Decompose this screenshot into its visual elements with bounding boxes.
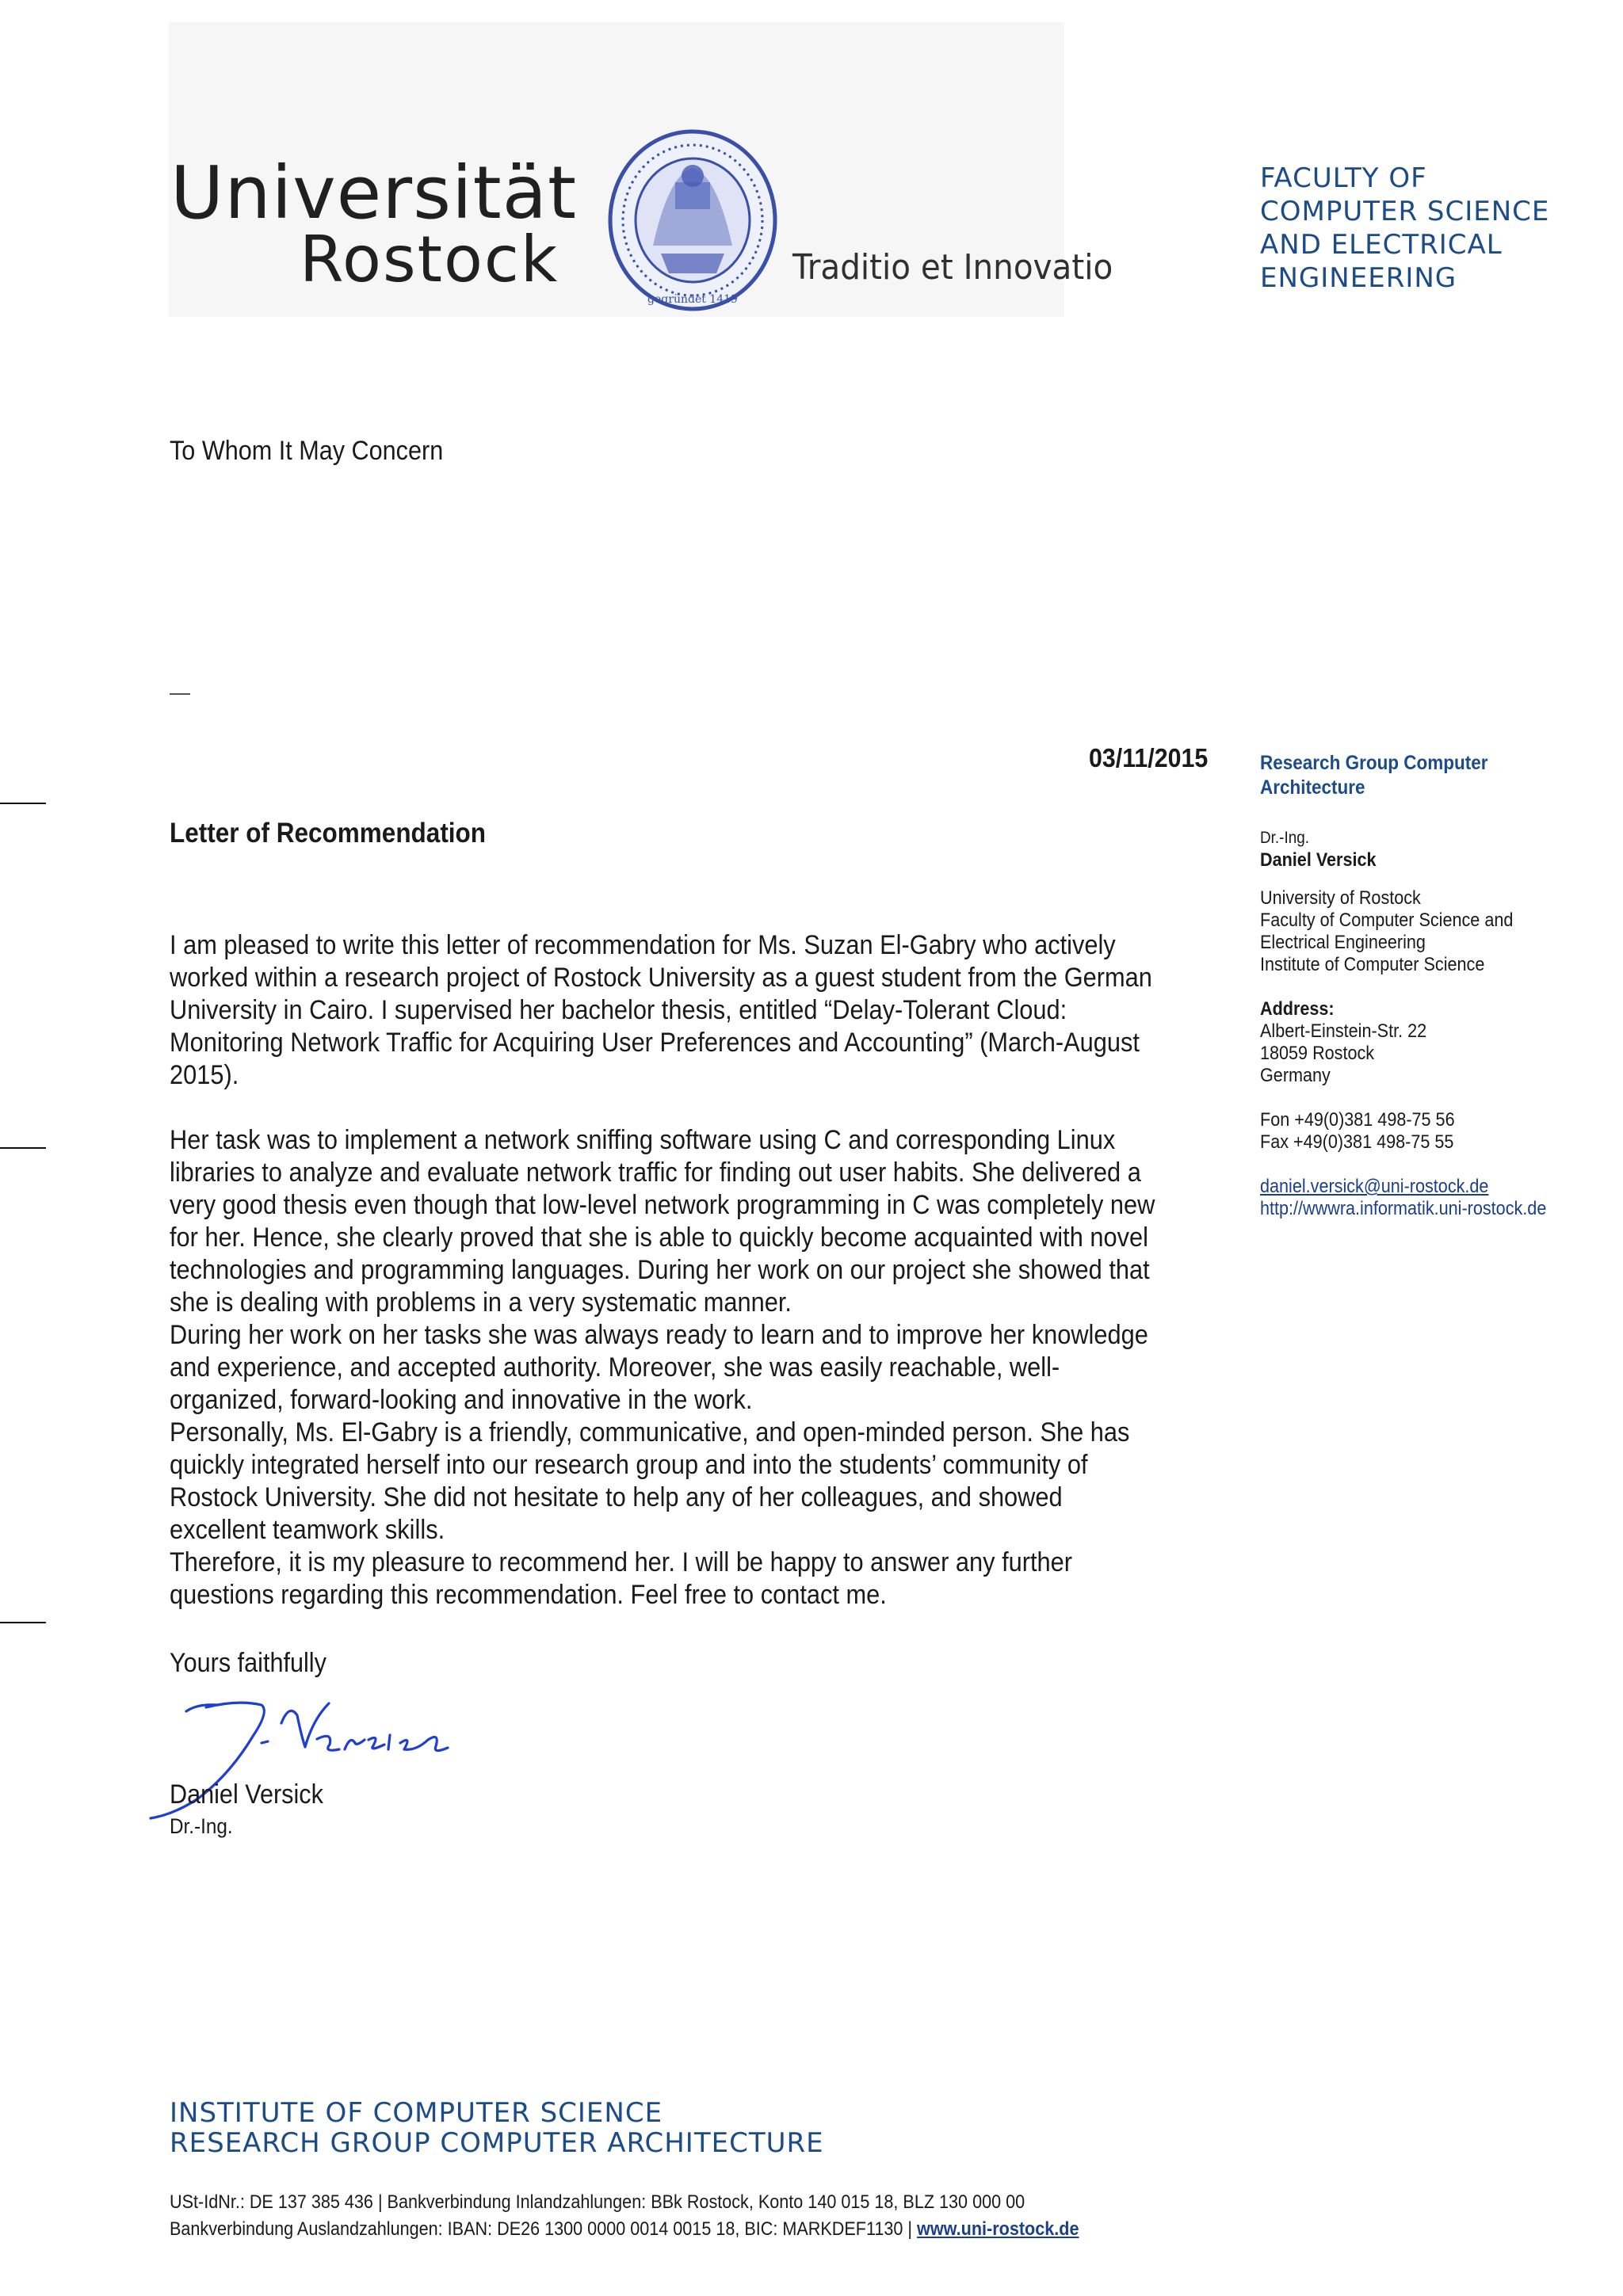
sidebar-address-label: Address: xyxy=(1260,998,1335,1020)
footer-bank-line: USt-IdNr.: DE 137 385 436 | Bankverbindung Inlandzahlungen: BBk Rostock, Konto 140 015 18, BLZ 130 000 00 xyxy=(170,2191,1025,2213)
sidebar-address-line: 18059 Rostock xyxy=(1260,1043,1375,1064)
salutation: To Whom It May Concern xyxy=(170,436,444,466)
university-seal-icon xyxy=(605,127,780,317)
sidebar-org-line: Faculty of Computer Science and xyxy=(1260,910,1514,931)
sidebar-title: Dr.-Ing. xyxy=(1260,829,1309,847)
fold-mark xyxy=(0,803,46,804)
sidebar-fax: Fax +49(0)381 498-75 55 xyxy=(1260,1131,1454,1153)
body-paragraph: Her task was to implement a network sniffing software using C and corresponding Linux libraries to analyze and evaluate network traffic for finding out user habits. She delivered a very good thesis even though that low-level network programming in C was completely new for her. Hence, she clearly proved that she is able to quickly become acquainted with novel technologies and programming languages. During her work on our project she showed that she is dealing with problems in a very systematic manner. xyxy=(170,1125,1155,1318)
sidebar-org-line: Institute of Computer Science xyxy=(1260,954,1485,975)
sidebar-email-link[interactable]: daniel.versick@uni-rostock.de xyxy=(1260,1176,1489,1197)
sidebar-address-line: Albert-Einstein-Str. 22 xyxy=(1260,1020,1427,1042)
faculty-line: AND ELECTRICAL xyxy=(1260,229,1503,261)
letter-subject: Letter of Recommendation xyxy=(170,818,487,849)
faculty-heading xyxy=(1260,162,1549,295)
footer-bank-line: Bankverbindung Auslandzahlungen: IBAN: DE26 1300 0000 0014 0015 18, BIC: MARKDEF1130 | xyxy=(170,2218,913,2240)
body-paragraph: I am pleased to write this letter of recommendation for Ms. Suzan El-Gabry who actively worked within a research project of Rostock University as a guest student from the German University in Cairo. I supervised her bachelor thesis, entitled “Delay-Tolerant Cloud: Monitoring Network Traffic for Acquiring User Preferences and Accounting” (March-August 2015). xyxy=(170,930,1152,1090)
faculty-line: FACULTY OF xyxy=(1260,162,1427,194)
letter-body xyxy=(170,929,1159,1611)
footer-group-line: RESEARCH GROUP COMPUTER ARCHITECTURE xyxy=(170,2127,824,2159)
body-paragraph: Therefore, it is my pleasure to recommend her. I will be happy to answer any further questions regarding this recommendation. Feel free to contact me. xyxy=(170,1547,1073,1610)
university-logo-text: Universität xyxy=(170,151,578,235)
faculty-line: COMPUTER SCIENCE xyxy=(1260,196,1550,227)
sidebar-name: Daniel Versick xyxy=(1260,849,1377,871)
footer-institute-line: INSTITUTE OF COMPUTER SCIENCE xyxy=(170,2097,663,2129)
signatory-name: Daniel Versick xyxy=(170,1779,323,1810)
sidebar-org-line: Electrical Engineering xyxy=(1260,932,1426,953)
footer-website-link[interactable]: www.uni-rostock.de xyxy=(917,2218,1079,2240)
body-paragraph: During her work on her tasks she was always ready to learn and to improve her knowledge and experience, and accepted authority. Moreover, she was easily reachable, well-organized, forward-looking and innovative in the work. xyxy=(170,1320,1148,1415)
seal-inscription: gegründet 1419 xyxy=(647,293,738,306)
fold-mark xyxy=(0,1147,46,1149)
signatory-title: Dr.-Ing. xyxy=(170,1814,233,1838)
university-motto: Traditio et Innovatio xyxy=(792,247,1113,288)
footer-institute xyxy=(170,2098,824,2158)
letter-date: 03/11/2015 xyxy=(1089,743,1209,772)
sidebar-research-group: Research Group Computer Architecture xyxy=(1260,752,1488,799)
fold-mark xyxy=(0,1622,46,1623)
sidebar-website-link[interactable]: http://wwwra.informatik.uni-rostock.de xyxy=(1260,1198,1547,1219)
footer-bank-details xyxy=(170,2189,1079,2243)
sidebar-address-line: Germany xyxy=(1260,1065,1331,1086)
closing: Yours faithfully xyxy=(170,1648,327,1678)
faculty-line: ENGINEERING xyxy=(1260,262,1457,294)
sidebar-phone: Fon +49(0)381 498-75 56 xyxy=(1260,1109,1455,1131)
body-paragraph: Personally, Ms. El-Gabry is a friendly, communicative, and open-minded person. She has quickly integrated herself into our research group and into the students’ community of Rostock University. She did not hesitate to help any of her colleagues, and showed excellent teamwork skills. xyxy=(170,1417,1130,1545)
university-logo-city: Rostock xyxy=(300,223,559,296)
sidebar-contact xyxy=(1260,827,1560,1220)
address-window-mark xyxy=(170,693,190,695)
sidebar-org-line: University of Rostock xyxy=(1260,887,1421,909)
